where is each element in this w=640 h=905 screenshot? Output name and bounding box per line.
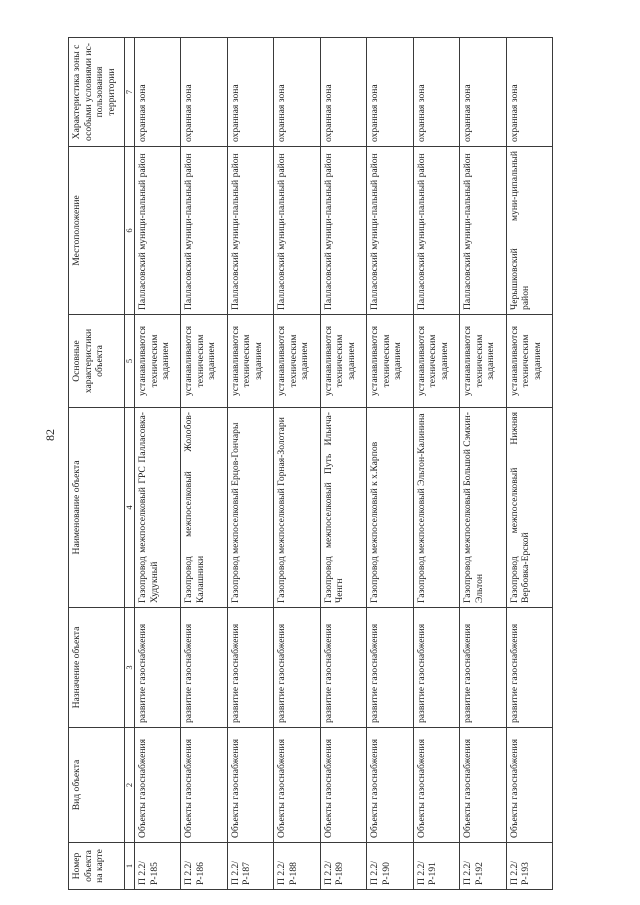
cell-object-characteristics: устанавливаются техническим заданием [367, 315, 413, 408]
cell-object-name: Газопровод межпоселковый ГРС Палласовка-Худукный [135, 408, 181, 608]
cell-object-name: Газопровод межпоселковый Горная-Золотари [274, 408, 320, 608]
header-object-name: Наименование объекта [69, 408, 125, 608]
column-number: 2 [125, 728, 135, 843]
cell-object-purpose: развитие газоснабжения [274, 608, 320, 728]
table-row [227, 38, 273, 890]
cell-object-purpose: развитие газоснабжения [367, 608, 413, 728]
cell-zone-characteristics: охранная зона [320, 38, 366, 147]
cell-object-type: Объекты газоснабжения [227, 728, 273, 843]
cell-object-number: П 2.2/ Р-190 [367, 843, 413, 890]
cell-object-number: П 2.2/ Р-188 [274, 843, 320, 890]
cell-object-name: Газопровод межпоселковый Большой Сэмкин-Эльтон [460, 408, 506, 608]
cell-object-name: Газопровод межпоселковый Эльтон-Калинина [413, 408, 459, 608]
cell-zone-characteristics: охранная зона [460, 38, 506, 147]
cell-location: Палласовский муници-пальный район [181, 147, 227, 315]
column-number-row [125, 38, 135, 890]
cell-zone-characteristics: охранная зона [367, 38, 413, 147]
cell-location: Палласовский муници-пальный район [320, 147, 366, 315]
cell-location: Палласовский муници-пальный район [135, 147, 181, 315]
table-row [320, 38, 366, 890]
rotated-table-container [68, 38, 553, 890]
column-number: 1 [125, 843, 135, 890]
cell-object-name: Газопровод межпоселковый Путь Ильича-Ченгн [320, 408, 366, 608]
cell-object-characteristics: устанавливаются техническим заданием [460, 315, 506, 408]
cell-object-number: П 2.2/ Р-193 [506, 843, 553, 890]
table-row [181, 38, 227, 890]
cell-object-characteristics: устанавливаются техническим заданием [227, 315, 273, 408]
cell-location: Черышковский муни-ципальный район [506, 147, 553, 315]
cell-zone-characteristics: охранная зона [274, 38, 320, 147]
cell-zone-characteristics: охранная зона [413, 38, 459, 147]
cell-object-type: Объекты газоснабжения [367, 728, 413, 843]
column-number: 7 [125, 38, 135, 147]
cell-object-number: П 2.2/ Р-185 [135, 843, 181, 890]
table-row [135, 38, 181, 890]
cell-object-purpose: развитие газоснабжения [135, 608, 181, 728]
page-number: 82 [43, 429, 57, 441]
column-number: 3 [125, 608, 135, 728]
cell-location: Палласовский муници-пальный район [227, 147, 273, 315]
column-number: 6 [125, 147, 135, 315]
cell-location: Палласовский муници-пальный район [460, 147, 506, 315]
header-row [69, 38, 125, 890]
header-location: Местоположение [69, 147, 125, 315]
cell-object-purpose: развитие газоснабжения [506, 608, 553, 728]
cell-object-name: Газопровод межпоселковый к х.Карпов [367, 408, 413, 608]
cell-zone-characteristics: охранная зона [506, 38, 553, 147]
table-row [506, 38, 553, 890]
cell-object-number: П 2.2/ Р-189 [320, 843, 366, 890]
cell-object-type: Объекты газоснабжения [460, 728, 506, 843]
cell-object-purpose: развитие газоснабжения [413, 608, 459, 728]
cell-zone-characteristics: охранная зона [135, 38, 181, 147]
objects-table [68, 37, 553, 890]
cell-object-purpose: развитие газоснабжения [181, 608, 227, 728]
cell-object-purpose: развитие газоснабжения [460, 608, 506, 728]
cell-object-number: П 2.2/ Р-191 [413, 843, 459, 890]
cell-object-number: П 2.2/ Р-192 [460, 843, 506, 890]
cell-object-number: П 2.2/ Р-187 [227, 843, 273, 890]
cell-object-characteristics: устанавливаются техническим заданием [274, 315, 320, 408]
header-object-type: Вид объекта [69, 728, 125, 843]
cell-object-type: Объекты газоснабжения [135, 728, 181, 843]
cell-location: Палласовский муници-пальный район [413, 147, 459, 315]
cell-object-characteristics: устанавливаются техническим заданием [320, 315, 366, 408]
cell-location: Палласовский муници-пальный район [274, 147, 320, 315]
cell-object-type: Объекты газоснабжения [181, 728, 227, 843]
cell-object-name: Газопровод межпоселковый Ерцов-Гончары [227, 408, 273, 608]
table-row [274, 38, 320, 890]
cell-object-characteristics: устанавливаются техническим заданием [413, 315, 459, 408]
header-object-characteristics: Основные характеристики объекта [69, 315, 125, 408]
cell-object-type: Объекты газоснабжения [274, 728, 320, 843]
header-zone-characteristics: Характеристика зоны с особыми условиями ис-пользования территории [69, 38, 125, 147]
cell-object-type: Объекты газоснабжения [320, 728, 366, 843]
cell-object-name: Газопровод межпоселковый Нижняя Вербовка-Ерской [506, 408, 553, 608]
cell-object-name: Газопровод межпоселковый Жолобов-Калашники [181, 408, 227, 608]
header-object-purpose: Назначение объекта [69, 608, 125, 728]
column-number: 4 [125, 408, 135, 608]
cell-object-characteristics: устанавливаются техническим заданием [135, 315, 181, 408]
cell-zone-characteristics: охранная зона [227, 38, 273, 147]
cell-object-type: Объекты газоснабжения [506, 728, 553, 843]
table-row [460, 38, 506, 890]
cell-object-number: П 2.2/ Р-186 [181, 843, 227, 890]
cell-object-type: Объекты газоснабжения [413, 728, 459, 843]
cell-object-purpose: развитие газоснабжения [320, 608, 366, 728]
cell-zone-characteristics: охранная зона [181, 38, 227, 147]
cell-object-characteristics: устанавливаются техническим заданием [506, 315, 553, 408]
column-number: 5 [125, 315, 135, 408]
cell-location: Палласовский муници-пальный район [367, 147, 413, 315]
cell-object-purpose: развитие газоснабжения [227, 608, 273, 728]
table-row [413, 38, 459, 890]
table-row [367, 38, 413, 890]
cell-object-characteristics: устанавливаются техническим заданием [181, 315, 227, 408]
header-object-number: Номер объекта на карте [69, 843, 125, 890]
